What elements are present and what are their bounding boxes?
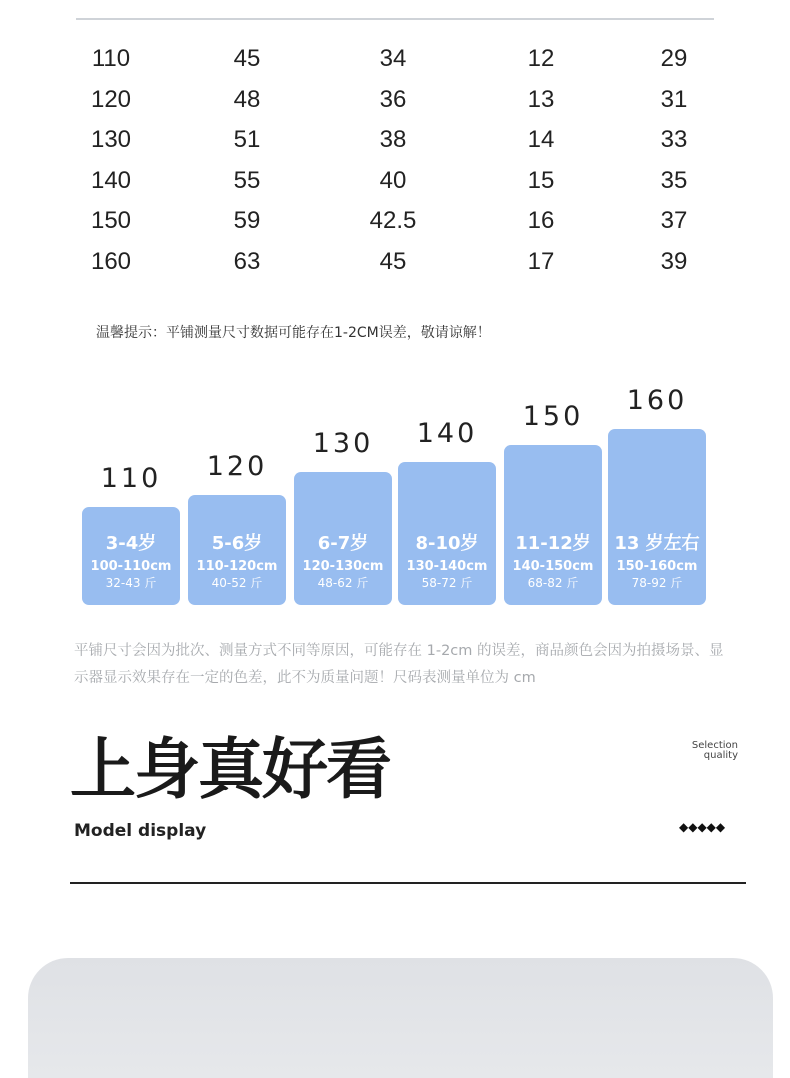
table-cell-col-3: 42.5 <box>369 207 417 235</box>
selection-label-line1: Selection <box>691 740 738 751</box>
weight-range: 40-52 斤 <box>211 576 263 590</box>
table-cell-col-3: 36 <box>379 85 407 113</box>
table-cell-col-4: 13 <box>527 85 555 113</box>
height-range: 100-110cm <box>90 559 172 574</box>
height-range: 110-120cm <box>196 559 278 574</box>
table-cell-col-2: 45 <box>233 45 261 72</box>
size-column <box>82 390 180 605</box>
table-cell-col-5: 31 <box>660 85 688 113</box>
size-number: 120 <box>206 451 268 482</box>
selection-label-line2: quality <box>703 750 738 761</box>
table-cell-col-5: 35 <box>660 166 688 194</box>
table-cell-col-2: 55 <box>233 166 261 194</box>
table-cell-size: 120 <box>90 85 132 113</box>
size-number: 160 <box>626 385 688 416</box>
size-number: 110 <box>100 463 162 494</box>
age-label: 5-6岁 <box>211 533 263 554</box>
size-number: 140 <box>416 418 478 449</box>
size-guide-chart <box>0 385 790 610</box>
size-card <box>82 507 180 605</box>
age-label: 13 岁左右 <box>614 533 700 554</box>
table-cell-col-5: 29 <box>660 45 688 72</box>
weight-range: 32-43 斤 <box>105 576 157 590</box>
size-column <box>504 390 602 605</box>
table-cell-size: 130 <box>90 126 132 154</box>
size-column <box>608 385 706 605</box>
weight-range: 48-62 斤 <box>317 576 369 590</box>
table-cell-col-2: 63 <box>233 247 261 275</box>
table-cell-col-5: 37 <box>660 207 688 235</box>
table-cell-col-4: 14 <box>527 126 555 154</box>
age-label: 6-7岁 <box>317 533 369 554</box>
size-card <box>608 429 706 605</box>
table-cell-col-4: 15 <box>527 166 555 194</box>
model-photo-panel <box>28 958 773 1078</box>
weight-range: 68-82 斤 <box>527 576 579 590</box>
table-row <box>0 248 790 289</box>
weight-range: 78-92 斤 <box>631 576 683 590</box>
table-cell-col-2: 59 <box>233 207 261 235</box>
table-cell-col-3: 34 <box>379 45 407 72</box>
height-range: 150-160cm <box>616 559 698 574</box>
table-cell-col-4: 12 <box>527 45 555 72</box>
weight-range: 58-72 斤 <box>421 576 473 590</box>
table-cell-size: 110 <box>91 45 131 72</box>
size-card <box>504 445 602 605</box>
height-range: 120-130cm <box>302 559 384 574</box>
table-row <box>0 126 790 167</box>
section-headline: 上身真好看 <box>70 731 390 808</box>
table-cell-size: 160 <box>90 247 132 275</box>
size-disclaimer: 平铺尺寸会因为批次、测量方式不同等原因，可能存在 1-2cm 的误差，商品颜色会因为拍摄场景、显示器显示效果存在一定的色差，此不为质量问题！尺码表测量单位为 cm <box>74 643 724 686</box>
size-card <box>398 462 496 605</box>
table-cell-col-3: 45 <box>379 247 407 275</box>
table-cell-col-2: 48 <box>233 85 261 113</box>
table-cell-col-5: 33 <box>660 126 688 154</box>
measurement-tip: 温馨提示：平铺测量尺寸数据可能存在1-2CM误差，敬请谅解！ <box>96 325 491 341</box>
size-column <box>398 390 496 605</box>
selection-quality-label <box>680 741 738 761</box>
model-display-subtitle: Model display <box>74 821 207 841</box>
table-cell-size: 150 <box>90 207 132 235</box>
size-number: 130 <box>312 428 374 459</box>
table-cell-col-3: 40 <box>379 166 407 194</box>
size-column <box>294 390 392 605</box>
height-range: 130-140cm <box>406 559 488 574</box>
size-card <box>188 495 286 605</box>
table-row <box>0 45 790 86</box>
table-cell-col-4: 16 <box>527 207 555 235</box>
age-label: 3-4岁 <box>105 533 157 554</box>
table-cell-col-4: 17 <box>527 247 555 275</box>
table-cell-col-2: 51 <box>233 126 261 154</box>
height-range: 140-150cm <box>512 559 594 574</box>
size-number: 150 <box>522 401 584 432</box>
age-label: 8-10岁 <box>415 533 479 554</box>
table-cell-size: 140 <box>90 166 132 194</box>
size-card <box>294 472 392 605</box>
table-row <box>0 167 790 208</box>
table-cell-col-5: 39 <box>660 247 688 275</box>
table-row <box>0 207 790 248</box>
diamond-ornament: ◆◆◆◆◆ <box>679 820 726 834</box>
age-label: 11-12岁 <box>515 533 591 554</box>
top-divider <box>76 18 714 20</box>
size-column <box>188 390 286 605</box>
section-divider <box>70 882 746 884</box>
table-cell-col-3: 38 <box>379 126 407 154</box>
table-row <box>0 86 790 127</box>
size-table <box>0 45 790 289</box>
